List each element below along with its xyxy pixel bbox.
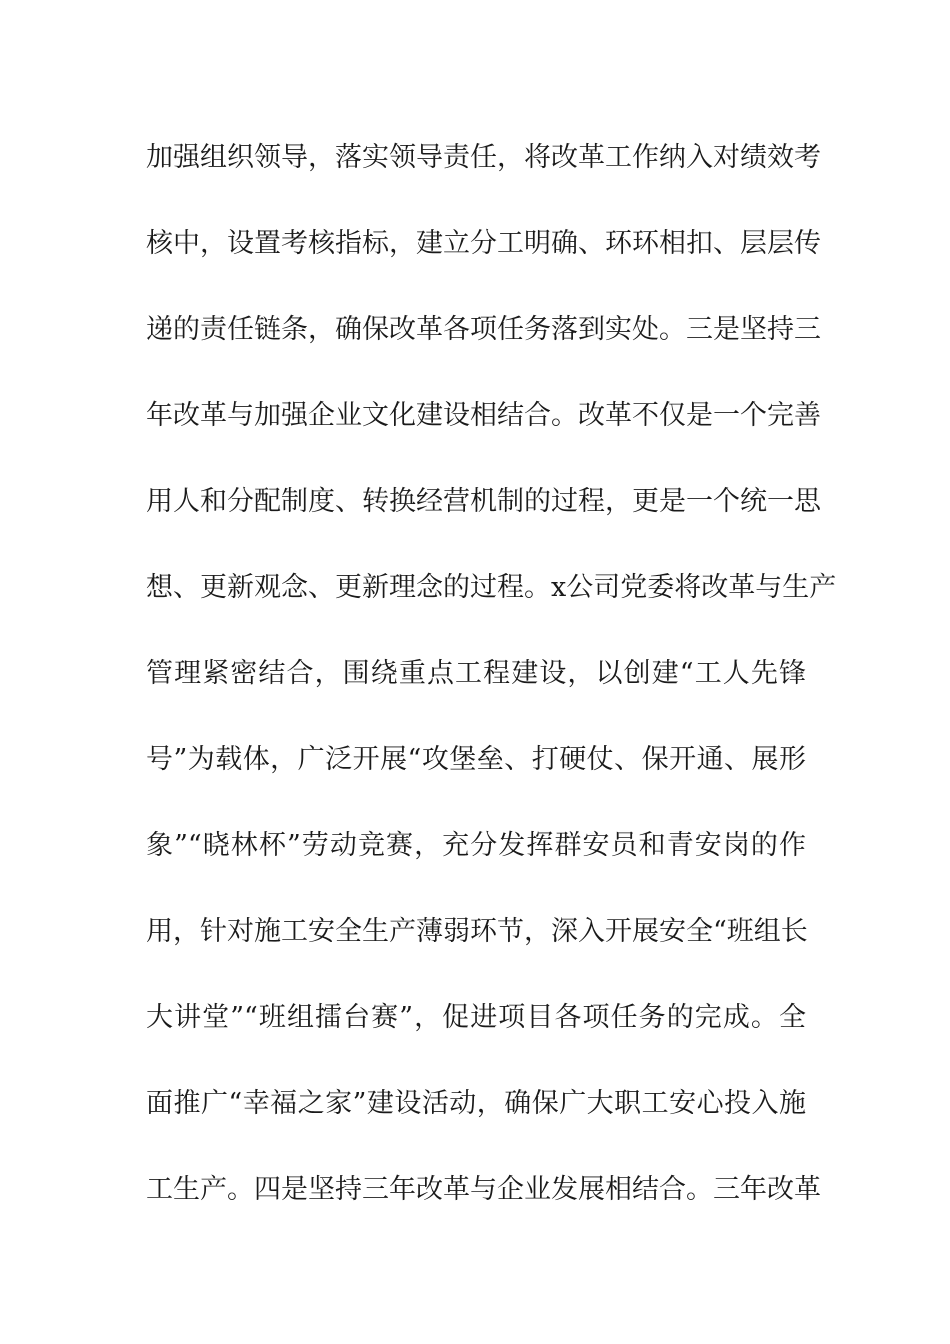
text-line: 管理紧密结合，围绕重点工程建设，以创建“工人先锋 [146, 658, 806, 689]
text-line: 用，针对施工安全生产薄弱环节，深入开展安全“班组长 [146, 916, 808, 947]
text-line: 象”“晓林杯”劳动竞赛，充分发挥群安员和青安岗的作 [146, 830, 806, 861]
text-line: 想、更新观念、更新理念的过程。x公司党委将改革与生产 [146, 572, 837, 603]
text-line: 用人和分配制度、转换经营机制的过程，更是一个统一思 [146, 486, 821, 517]
text-line: 面推广“幸福之家”建设活动，确保广大职工安心投入施 [146, 1088, 806, 1119]
text-line: 递的责任链条，确保改革各项任务落到实处。三是坚持三 [146, 314, 821, 345]
text-line: 年改革与加强企业文化建设相结合。改革不仅是一个完善 [146, 400, 821, 431]
body-text [146, 130, 837, 1248]
text-line: 号”为载体，广泛开展“攻堡垒、打硬仗、保开通、展形 [146, 744, 806, 775]
text-line: 核中，设置考核指标，建立分工明确、环环相扣、层层传 [146, 228, 821, 259]
text-line: 大讲堂”“班组擂台赛”，促进项目各项任务的完成。全 [146, 1002, 806, 1033]
text-line: 工生产。四是坚持三年改革与企业发展相结合。三年改革 [146, 1174, 821, 1205]
text-line: 加强组织领导，落实领导责任，将改革工作纳入对绩效考 [146, 142, 821, 173]
